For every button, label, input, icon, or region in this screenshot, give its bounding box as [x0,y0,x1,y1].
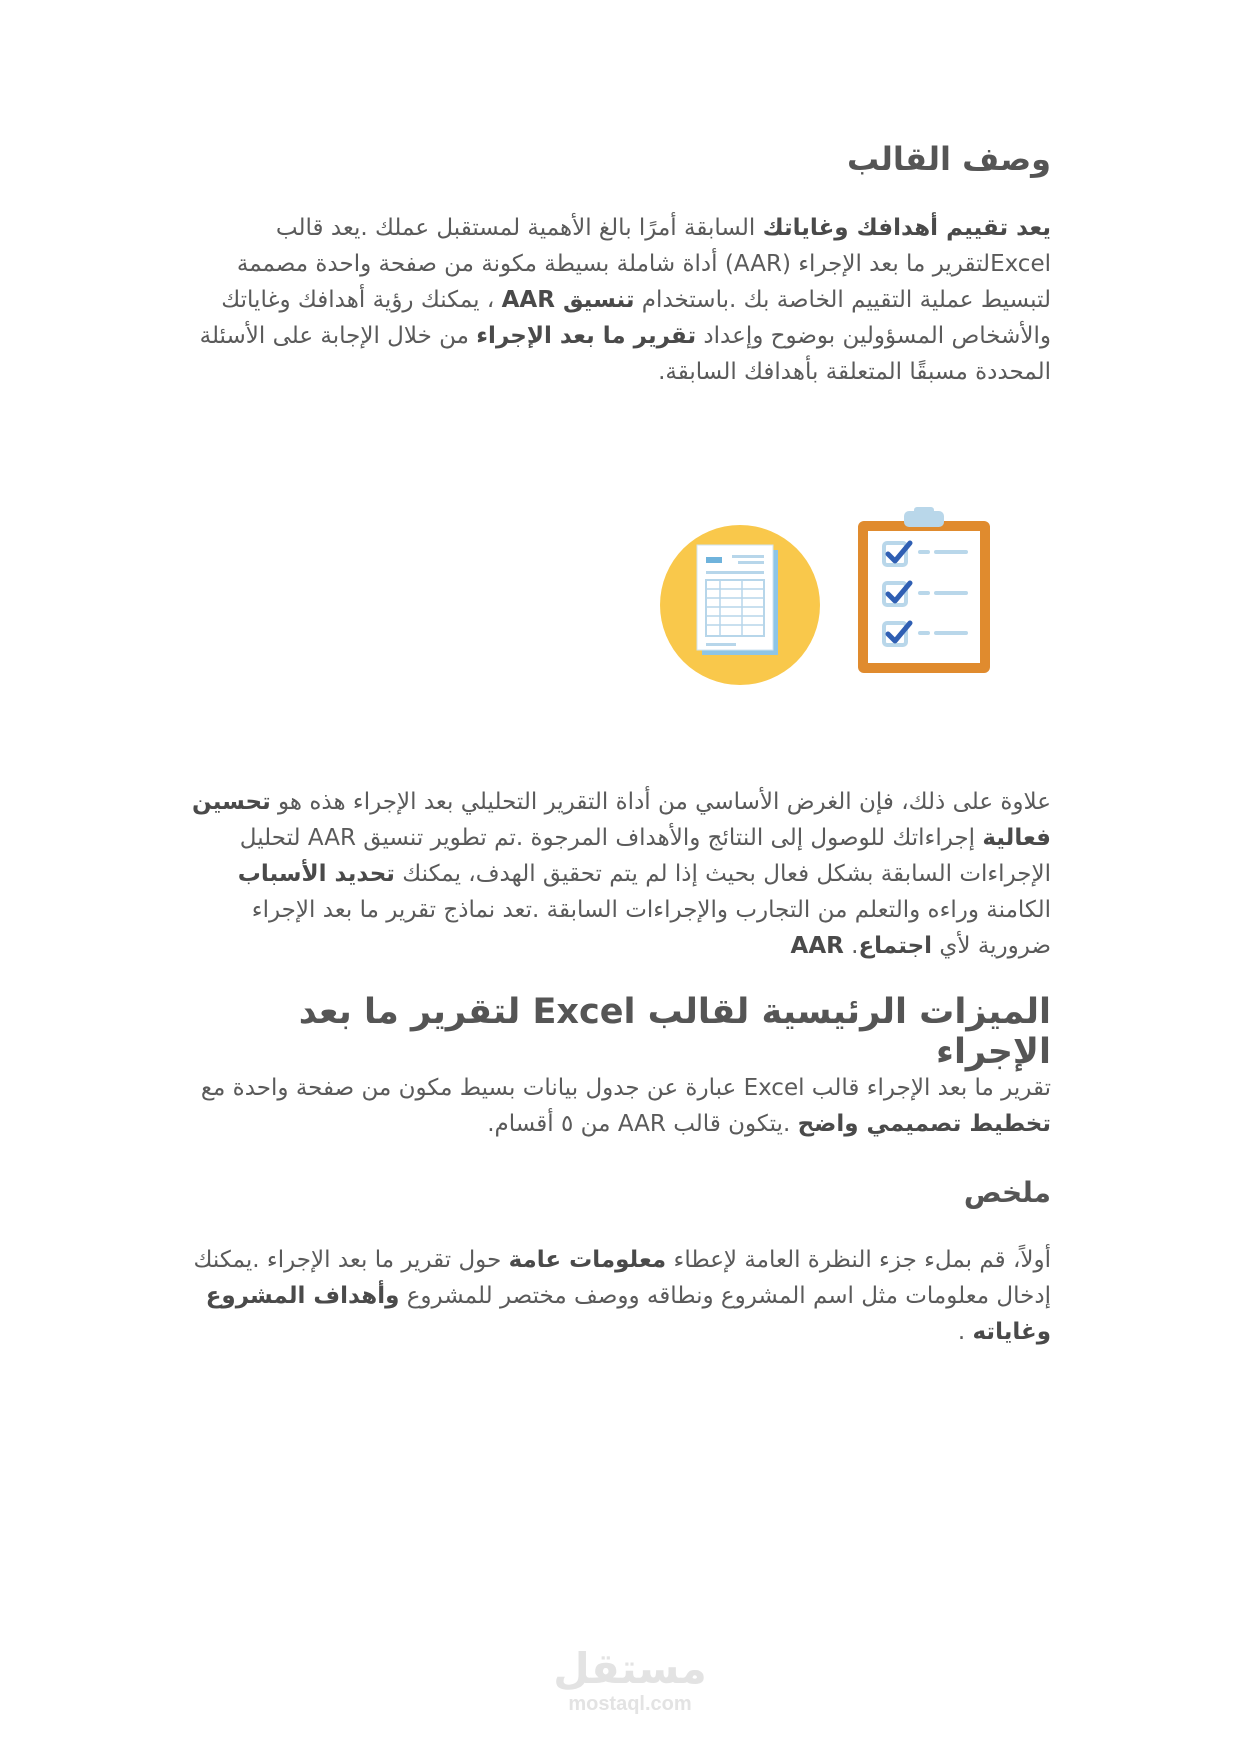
bold-phrase: يعد تقييم أهدافك وغاياتك [762,215,1051,241]
summary-paragraph-block [191,1242,1051,1350]
text-segment: علاوة على ذلك، فإن الغرض الأساسي من أداة التقرير التحليلي بعد الإجراء هذه هو [270,789,1051,815]
purpose-paragraph [191,784,1051,964]
watermark-logo: مستقل [553,1644,707,1693]
text-segment: الكامنة وراءه والتعلم من التجارب والإجراءات السابقة .تعد نماذج تقرير ما بعد الإجراء ضرورية لأي [251,897,1051,959]
section-title: وصف القالب [847,140,1051,178]
text-segment: ، يمكنك رؤية أهدافك وغاياتك والأشخاص المسؤولين بوضوح وإعداد [221,287,1051,349]
text-segment: حول تقرير ما بعد الإجراء .يمكنك إدخال معلومات مثل اسم المشروع ونطاقه ووصف مختصر للمشروع [193,1247,1051,1309]
features-title: الميزات الرئيسية لقالب Excel لتقرير ما بعد الإجراء [298,992,1051,1072]
features-paragraph-block [191,1070,1051,1142]
summary-title-block [191,1176,1051,1209]
spreadsheet-document-icon [660,525,820,685]
text-segment: إجراءاتك للوصول إلى النتائج والأهداف المرجوة .تم تطوير تنسيق AAR لتحليل الإجراءات السابقة بشكل فعال بحيث إذا لم يتم تحقيق الهدف، يمكنك [239,825,1051,887]
summary-paragraph [191,1242,1051,1350]
features-title-block [191,992,1051,1072]
bold-phrase: تحديد الأسباب [237,861,395,887]
bold-phrase: اجتماع [858,933,933,959]
clipboard-checklist-icon [858,507,990,673]
text-segment: . [843,933,859,959]
features-paragraph [191,1070,1051,1142]
mostaql-watermark [540,1645,720,1725]
text-segment: .يتكون قالب AAR من ٥ أقسام. [487,1111,798,1137]
purpose-paragraph-block [191,784,1051,964]
text-segment: أولاً، قم بملء جزء النظرة العامة لإعطاء [666,1247,1051,1273]
text-segment: السابقة أمرًا بالغ الأهمية لمستقبل عملك .يعد قالب Excelلتقرير ما بعد الإجراء (AAR) أداة شاملة بسيطة مكونة من صفحة واحدة مصممة لتبسيط عملية التقييم الخاصة بك .باستخدام [236,215,1051,313]
bold-phrase: تنسيق AAR [501,287,635,313]
bold-phrase: تقرير ما بعد الإجراء [476,323,697,349]
illustration [660,505,1050,705]
summary-title: ملخص [963,1176,1051,1209]
illustration-svg [660,505,1050,705]
text-segment: من خلال الإجابة على الأسئلة المحددة مسبقًا المتعلقة بأهدافك السابقة. [199,323,1051,385]
bold-phrase: تخطيط تصميمي واضح [797,1111,1051,1137]
bold-phrase: وأهداف المشروع وغاياته [205,1283,1051,1345]
text-segment: . [957,1319,973,1345]
watermark-url: mostaql.com [568,1693,692,1715]
intro-paragraph-block [191,210,1051,390]
intro-paragraph [191,210,1051,390]
bold-phrase: AAR [790,933,844,959]
text-segment: تقرير ما بعد الإجراء قالب Excel عبارة عن جدول بيانات بسيط مكون من صفحة واحدة مع [200,1075,1051,1101]
section-title-block [191,140,1051,178]
bold-phrase: تحسين فعالية [192,789,1051,851]
bold-phrase: معلومات عامة [508,1247,667,1273]
